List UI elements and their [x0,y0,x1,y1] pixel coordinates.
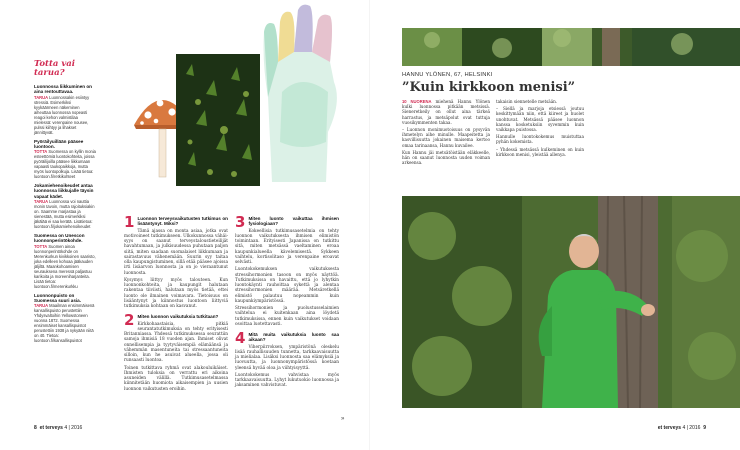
fact-explanation: Suomessa on kyllin monia esteettömiä luontokohteita, joissa pyöräilijoilla pääsee liikkumaan vapaasti taukopaikkoja, mutta myös luontopolkuja. Lisää tietoa: luontoon.fi/retkikohteet [34,149,96,180]
forest-canopy-photo [402,28,740,66]
fact-verdict: TARUA [34,199,49,205]
story-text: Hannulle luontokokemus muistuttaa pyhän kokemista. [496,134,584,145]
fact-claim: Pyöräilyuillään pääsee luontoon. [34,138,84,149]
section-number: 2 [124,311,135,330]
section-paragraph: Luontokokemuksen vaikutuksesta stressihormonien tasoon on myös näyttöä. Tutkimuksissa on havaittu, että jo lyhytkin luontokäynti rauhoittaa sykettä ja alentaa stressihormonien määrää. Metsäretkellä elimistö palautuu nopeammin kuin kaupunkiympäristössä. [235,267,339,304]
fact-verdict: TARUA [34,94,49,100]
story-paragraph [496,147,584,157]
fact-answer [34,199,96,229]
section-number: 1 [124,213,135,231]
fact-explanation: Suomen ainoa luonnonperintökohde on Merenkurkun kivikkoinen saaristo, joka edelleen kohoaa jääkauden jäljiltä. Maankohoamisen seurauksena meressä paljastuu karikoita ja moreeniharjanteita. Lisää tietoa: luontoon.fi/merenkurkku [34,243,96,289]
story-paragraph [496,99,584,104]
fact-verdict: TARUA [34,303,49,309]
fact-verdict: TOTTA [34,243,48,249]
section-question: Miten luonto vaikuttaa ihmisen fysiologiaan? [248,216,339,227]
fact-answer [34,244,96,289]
folio-issue: 4 | 2016 [64,425,83,431]
story-column-2 [496,99,584,159]
folio-brand: et terveys [39,425,63,431]
section-paragraph: Stressihormonien ja puolustusselaimien vaihtelua ei kuitenkaan aina löydetä tutkimuksissa, ennen kuin vaikutukset voidaan osoittaa luotettavasti. [235,306,339,327]
section-number: 3 [235,213,246,231]
story-text: Kun Hannu jäi metsätöistään eläkkeelle, hän on saanut luonnosta uuden voiman arkeensa. [402,149,490,166]
sidebar-fact-item [34,139,96,180]
story-paragraph [402,127,490,148]
section-question: Mitä muita vaikutuksia luonto saa aikaan? [248,332,339,343]
story-paragraph [496,106,584,132]
section-paragraph: Kirkkohaastaisia, pitkiä seurantatutkimuksia on tehty erityisesti Britanniassa. Yhdessä tutkimuksessa seurattiin samoja ihmisiä 18 vuoden ajan. Ihmiset olivat onnellisempia ja tyytyväisempiä elämäänsä ja vähemmän masentuneita tai stressaantuneita silloin, kun he asuivat alueella, jossa oli runsaasti luontoa. [124,321,228,364]
continue-marker: » [341,416,345,422]
left-folio [34,425,82,431]
fact-verdict: TOTTA [34,149,48,155]
folio-issue-right: 4 | 2016 [682,425,701,431]
story-text: – Siellä ja marjoja etsiessä joutuu keskittymään niin, että kiireet ja huolet unohtuvat. Metsässä pääsee luonnon kanssa kosketuksiin syvemmin kuin vaikkapa puistossa. [496,106,584,133]
man-hugging-tree-photo [402,196,740,408]
fact-answer [34,149,96,179]
story-text: – Luonnon monimuotoisuus on pysyvän ihmetelyn aihe minulle. Maapeitetta ja kasvillisuutta jokainen maisema kertoo omaa tarinaansa, Hannu kuvailee. [402,127,490,148]
section-paragraph: Kokeellisia tutkimusasetelmia on tehty luonnon vaikutuksesta ihmisen elimistön toimintaan. Erityisesti Japanissa on tutkittu sitä, miten metsässä vaeltaminen eroaa kaupunkialueella kävelemisestä. Sykkeen vaihtelu, kortisolitaso ja verenpaine eroavat selvästi. [235,228,339,266]
story-paragraph [496,134,584,144]
folio-number: 8 [34,425,37,431]
fact-claim: Luonnonpuisto on Suomessa suuri asia. [34,292,81,303]
sidebar-heading: Totta vai tarua? [34,59,76,78]
right-page [370,0,740,450]
right-folio [658,425,706,431]
fact-sidebar [34,60,96,347]
colorful-hand-illustration [242,2,360,182]
section-paragraph: Viherpiirroksen, ympäristönä oleskelu lisää rauhallisuuden tunnetta, tarkkaavaisuutta ja mielialaa. Lisäksi luonnosta saa elämyksiä ja luovuutta, ja luonnonympäristössä koetaan yleensä hyvää oloa ja viihtyisyyttä. [235,344,339,371]
section-paragraph: Toinen tutkittava ryhmä ovat alakouluikäiset. Ihmisten tuloksia on verrattu eri aikoina asuneiden välillä. Tutkimusasetelmassa kiinnitetään huomiota aikaisempien ja uusien luonnon vaikutusten eroihin. [124,365,228,392]
fact-claim: Jokamiehenoikeudet antaa luonnossa liikkujalle täysin vapaat kädet. [34,183,94,199]
story-paragraph [402,150,490,166]
body-column-1 [124,213,228,397]
body-column-2 [235,213,339,394]
story-lead-in: 10 NUORENA [402,99,432,104]
quote-headline: ”Kuin kirkkoon menisi” [402,80,576,95]
section-number: 4 [235,329,246,348]
sidebar-items [34,84,96,343]
fact-explanation: Luonnossa voi nauttia monin tavoin, mutta rajoituksiakin on. Saamme marjastaa ja sienestää, mutta esimerkiksi jäkälää ei saa kerätä. Lisätietoa: luontoon.fi/jokamiehenoikeudet [34,199,95,230]
fact-answer [34,303,96,343]
section-paragraph: Tämä ajassa on monta asiaa, jotka ovat motivoineet tutkimukseen. Ulkokunnossa vähäisyys on saanut terveystaloustieteilijät havahtumaan, ja julkisuudessa puhutaan paljon siitä, miten saadaan suomalaiset liikkumaan ja sairastavuus vähenemään. Suurin syy taitaa olla kaupungistuminen, sillä etää pääsee ajoissa irti lisäarvon luonnosta ja on jo vieraantunut luonnosta. [124,228,228,276]
qa-section [124,213,228,310]
folio-number-right: 9 [703,425,706,431]
story-column-1 [402,99,490,167]
sidebar-fact-item [34,233,96,289]
folio-brand-right: et terveys [657,425,682,431]
story-text: takaisin siennetelle metsään. [496,99,558,104]
story-text: – Yhdessä metsässä kulkeminen on kuin kirkkoon menisi, yleistää allenya. [496,146,584,157]
sidebar-fact-item [34,293,96,344]
sidebar-fact-item [34,183,96,229]
qa-section [235,213,339,327]
interviewee-line: HANNU YLÖNEN, 67, HELSINKI [402,72,493,78]
section-question: Miten luonnon vaikutuksia tutkitaan? [137,314,219,320]
qa-section [235,329,339,389]
qa-section [124,311,228,392]
sidebar-fact-item [34,84,96,135]
fact-answer [34,95,96,135]
fact-explanation: Maailman ensimmäisenä kansallispuisto perustettiin Yhdysvaltoihin Yellowstoneen vuonna 1872. Suomessa ensimmäiset kansallispuistot perustettiin 1938 ja nykyään niitä on 40. Tietoa: luontoon.fi/kansallispuistot [34,303,95,344]
section-paragraph: Kysymys liittyy myös talouteen. Kun luonnonkohteita, ja kaupungit halutaan rakentaa tiiviisti, halutaan myös tietää, ettei luonto ole ilmainen voimavara. Tietoisuus on lisääntynyt ja kiinnostus luontoon liittyviä tutkimuksia kohtaan on kasvanut. [124,277,228,310]
fact-claim: Luonnossa liikkuminen on aina rentouttavaa. [34,84,92,95]
section-paragraph: Luontokokemus vahvistaa myös tarkkaavaisuutta. Lyhyt lukutuokio luonnossa ja jaksaminen vahvistuvat. [235,372,339,389]
story-paragraph [402,99,490,125]
fact-explanation: Luonnossakin esiintyy stressiä. Esimerkiksi kyykäärmeen näkeminen aiheuttaa luonnossa nopeasti reagoi kehon valmistilaa mielessä: verenpaine nousee, pulssi kiihtyy ja lihakset jännittyvät. [34,94,90,135]
fact-claim: Suomessa on Unescon luonnonperintökohde. [34,233,85,244]
section-question: Luonnon terveysvaikutusten tutkimus on lisääntynyt. Miksi? [137,216,228,227]
story-text: miehenä Hannu Ylönen kulki luonnossa pitkään metsissä. Sieneretkeily on ollut aina tärkeä harrastus, ja metsäpolut ovat tuttuja vuosikymmenten takaa. [402,99,490,125]
